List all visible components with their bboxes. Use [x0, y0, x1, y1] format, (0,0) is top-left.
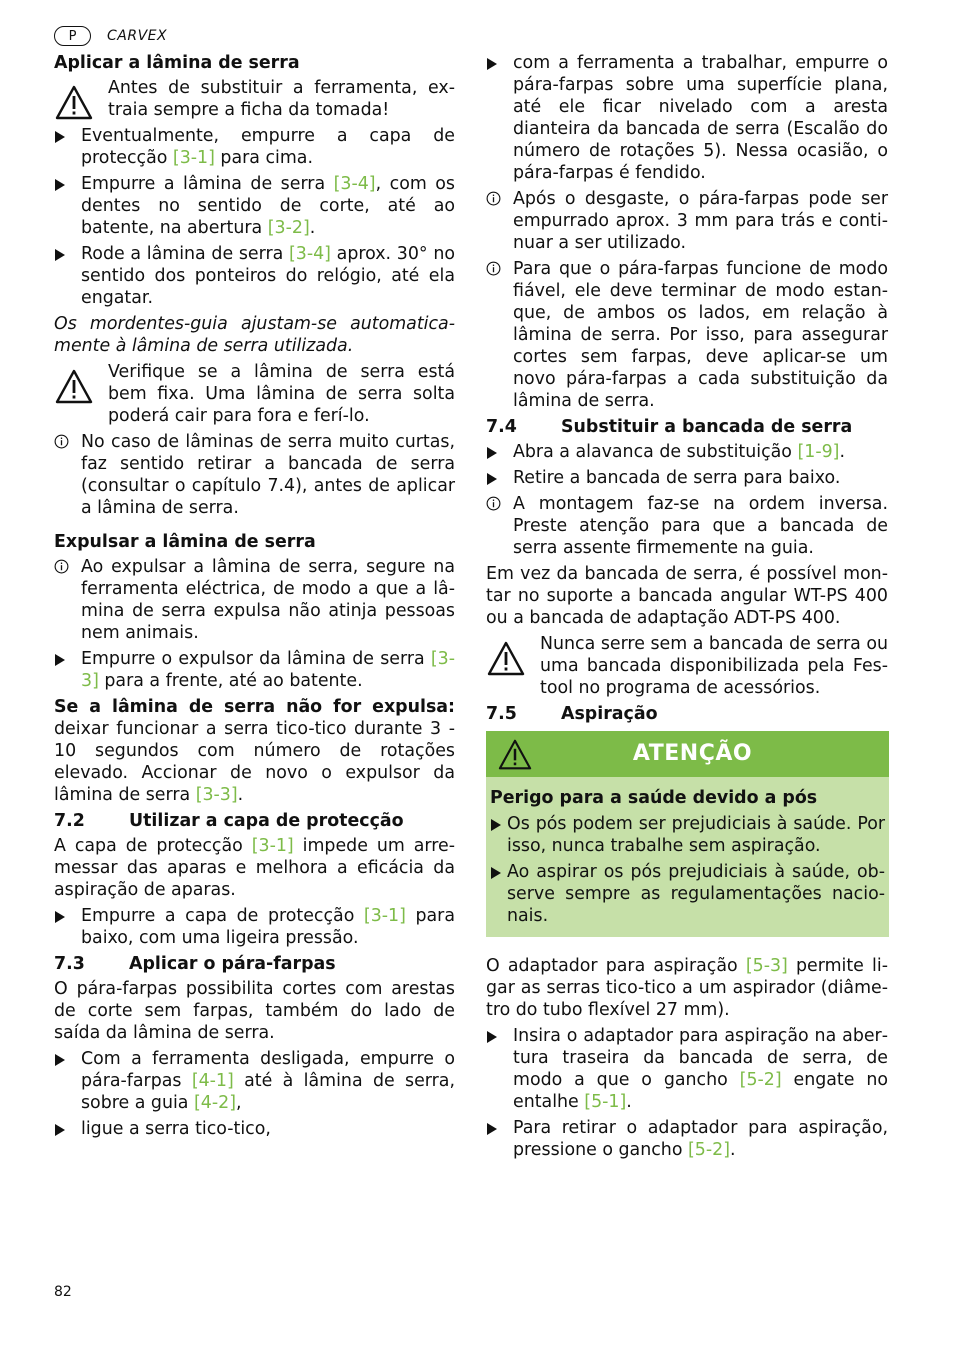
bullet-arrow-icon: [487, 473, 497, 485]
paragraph: A capa de protecção [3-1] impede um arremessar das aparas e melhora a eficácia da aspiração de aparas.: [54, 836, 455, 900]
bullet-arrow-icon: [55, 131, 65, 143]
info-item: Ao expulsar a lâmina de serra, segure na ferramenta eléctrica, de modo a que a lâmina de serra expulsa não atinja pessoas nem animais.: [54, 556, 455, 644]
bullet-arrow-icon: [487, 1031, 497, 1043]
info-item: Para que o pára-farpas funcione de modo fiável, ele deve terminar de modo estanque, de ambos os lados, em relação à lâmina de serra. Por isso, para assegurar cortes sem farpas, deve aplicar-se um novo pára-farpas a cada substituição da lâmina de serra.: [486, 258, 888, 412]
right-column: [486, 52, 888, 1165]
bullet-arrow-icon: [55, 654, 65, 666]
bullet-arrow-icon: [55, 1124, 65, 1136]
figure-ref: [3-1]: [251, 836, 294, 856]
list-item: Insira o adaptador para aspiração na abertura traseira da bancada de serra, de modo a que o gancho [5-2] engate no entalhe [5-1].: [486, 1025, 888, 1113]
section-7-2: 7.2 Utilizar a capa de protecção: [54, 811, 404, 831]
figure-ref: [5-3]: [745, 956, 788, 976]
info-item: No caso de lâminas de serra muito curtas, faz sentido retirar a bancada de serra (consultar o capítulo 7.4), antes de aplicar a lâmina de serra.: [54, 431, 455, 519]
bullet-arrow-icon: [55, 911, 65, 923]
paragraph-not-ejected: Se a lâmina de serra não for expulsa: deixar funcionar a serra tico-tico durante 3 - 10 segundos com número de rotações elevado. Accionar de novo o expulsor da lâmina de serra [3-3].: [54, 697, 455, 805]
section-7-4: 7.4 Substituir a bancada de serra: [486, 417, 853, 437]
page-header: [54, 25, 167, 47]
info-icon: [486, 496, 501, 511]
left-column: [54, 52, 455, 1144]
list-item: Os pós podem ser prejudiciais à saúde. Por isso, nunca trabalhe sem aspiração.: [490, 813, 885, 857]
list-item: Para retirar o adaptador para aspiração, pressione o gancho [5-2].: [486, 1117, 888, 1161]
bullet-arrow-icon: [487, 447, 497, 459]
figure-ref: [4-1]: [191, 1071, 234, 1091]
figure-ref: [3-2]: [267, 218, 310, 238]
paragraph: O pára-farpas possibilita cortes com arestas de corte sem farpas, também do lado de saída da lâmina de serra.: [54, 979, 455, 1043]
heading-eject-blade: Expulsar a lâmina de serra: [54, 532, 316, 552]
warning-triangle-icon: [55, 85, 93, 121]
page-number: 82: [54, 1284, 72, 1300]
product-name: CARVEX: [107, 28, 168, 44]
info-item: A montagem faz-se na ordem inversa. Preste atenção para que a bancada de serra assente firmemente na guia.: [486, 493, 888, 559]
list-item: Empurre o expulsor da lâmina de serra [3-3] para a frente, até ao batente.: [54, 648, 455, 692]
attention-heading: Perigo para a saúde devido a pós: [490, 788, 818, 808]
language-badge: P: [54, 26, 91, 46]
list-item: Abra a alavanca de substituição [1-9].: [486, 441, 888, 463]
warning-triangle-icon: [55, 369, 93, 405]
list-item: Com a ferramenta desligada, empurre o pára-farpas [4-1] até à lâmina de serra, sobre a guia [4-2],: [54, 1048, 455, 1114]
figure-ref: [4-2]: [194, 1093, 236, 1113]
list-item: com a ferramenta a trabalhar, empurre o pára-farpas sobre uma superfície plana, até ele ficar nivelado com a aresta dianteira da bancada de serra (Escalão do número de rotações 5). Nessa ocasião, o pára-farpas é fendido.: [486, 52, 888, 184]
bullet-arrow-icon: [491, 867, 501, 879]
list-item: ligue a serra tico-tico,: [54, 1118, 455, 1140]
list-item: Empurre a capa de protecção [3-1] para baixo, com uma ligeira pressão.: [54, 905, 455, 949]
figure-ref: [1-9]: [797, 442, 840, 462]
warning-blade-fixed: [54, 361, 455, 427]
bullet-arrow-icon: [55, 1054, 65, 1066]
list-item: Empurre a lâmina de serra [3-4], com os dentes no sentido de corte, até ao batente, na abertura [3-2].: [54, 173, 455, 239]
list-item: Retire a bancada de serra para baixo.: [486, 467, 888, 489]
bullet-arrow-icon: [55, 179, 65, 191]
section-7-3: 7.3 Aplicar o pára-farpas: [54, 954, 336, 974]
section-7-5: 7.5 Aspiração: [486, 704, 658, 724]
warning-text: Nunca serre sem a bancada de serra ou uma bancada disponibilizada pela Festool no programa de acessórios.: [540, 634, 888, 698]
warning-text: Antes de substituir a ferramenta, extraia sempre a ficha da tomada!: [108, 78, 455, 120]
heading-apply-blade: Aplicar a lâmina de serra: [54, 53, 300, 73]
info-icon: [486, 261, 501, 276]
list-item: Eventualmente, empurre a capa de protecção [3-1] para cima.: [54, 125, 455, 169]
warning-unplug: [54, 77, 455, 121]
figure-ref: [3-4]: [288, 244, 331, 264]
figure-ref: [5-1]: [584, 1092, 627, 1112]
info-icon: [486, 191, 501, 206]
bullet-arrow-icon: [487, 58, 497, 70]
info-icon: [54, 434, 69, 449]
list-item: Rode a lâmina de serra [3-4] aprox. 30° no sentido dos ponteiros do relógio, até ela engatar.: [54, 243, 455, 309]
warning-triangle-icon: [487, 641, 525, 677]
italic-note: Os mordentes-guia ajustam-se automaticamente à lâmina de serra utilizada.: [54, 314, 455, 356]
warning-text: Verifique se a lâmina de serra está bem fixa. Uma lâmina de serra solta poderá cair para fora e ferí-lo.: [108, 362, 455, 426]
figure-ref: [5-2]: [688, 1140, 730, 1160]
attention-box: [486, 731, 889, 937]
paragraph: O adaptador para aspiração [5-3] permite ligar as serras tico-tico a um aspirador (diâmetro do tubo flexível 27 mm).: [486, 956, 888, 1020]
figure-ref: [5-2]: [739, 1070, 782, 1090]
bullet-arrow-icon: [487, 1123, 497, 1135]
attention-title: ATENÇÃO: [632, 741, 753, 766]
figure-ref: [3-3]: [195, 785, 238, 805]
bullet-arrow-icon: [491, 819, 501, 831]
figure-ref: [3-3]: [81, 649, 455, 691]
figure-ref: [3-1]: [172, 148, 215, 168]
info-icon: [54, 559, 69, 574]
attention-body: [486, 777, 889, 937]
info-item: Após o desgaste, o pára-farpas pode ser empurrado aprox. 3 mm para trás e continuar a ser utilizado.: [486, 188, 888, 254]
list-item: Ao aspirar os pós prejudiciais à saúde, observe sempre as regulamentações nacionais.: [490, 861, 885, 927]
bullet-arrow-icon: [55, 249, 65, 261]
paragraph: Em vez da bancada de serra, é possível montar no suporte a bancada angular WT-PS 400 ou a bancada de adaptação ADT-PS 400.: [486, 564, 888, 628]
figure-ref: [3-1]: [363, 906, 406, 926]
figure-ref: [3-4]: [333, 174, 376, 194]
attention-header: [486, 731, 889, 777]
warning-never-saw: [486, 633, 888, 699]
